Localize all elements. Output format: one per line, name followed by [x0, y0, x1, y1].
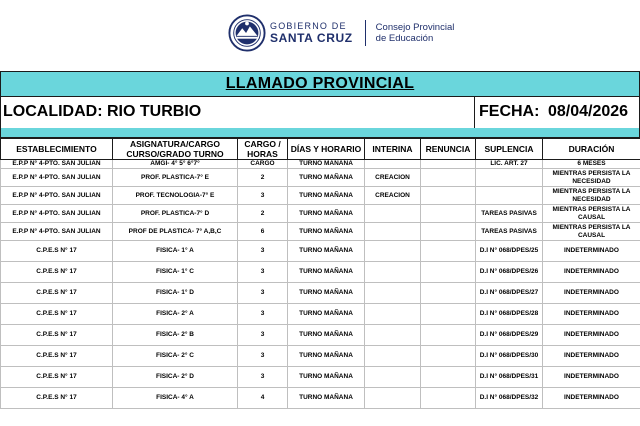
table-cell — [421, 346, 476, 367]
spacer-band — [0, 128, 640, 138]
table-cell: 4 — [238, 388, 288, 409]
table-cell — [476, 187, 543, 205]
table-cell — [365, 223, 421, 241]
table-cell: E.P.P N° 4-PTO. SAN JULIAN — [1, 187, 113, 205]
table-cell: FISICA- 1° C — [113, 262, 238, 283]
table-cell: 6 MESES — [543, 160, 640, 169]
localidad-label: LOCALIDAD: RIO TURBIO — [3, 103, 202, 120]
table-cell: MIENTRAS PERSISTA LA NECESIDAD — [543, 187, 640, 205]
table-cell: LIC. ART. 27 — [476, 160, 543, 169]
consejo-line-2: de Educación — [375, 33, 434, 44]
table-row — [1, 283, 640, 304]
government-logo — [228, 14, 454, 52]
table-cell: TURNO MAÑANA — [288, 205, 365, 223]
table-cell — [365, 388, 421, 409]
table-row — [1, 325, 640, 346]
column-header: DURACIÓN — [543, 139, 640, 160]
table-cell: 2 — [238, 169, 288, 187]
table-cell — [365, 205, 421, 223]
consejo-wordmark — [376, 22, 455, 44]
table-cell — [421, 388, 476, 409]
table-row — [1, 160, 640, 169]
table-cell: TURNO MAÑANA — [288, 262, 365, 283]
table-cell: TURNO MAÑANA — [288, 388, 365, 409]
table-cell: INDETERMINADO — [543, 241, 640, 262]
table-row — [1, 262, 640, 283]
table-cell: 3 — [238, 283, 288, 304]
table-cell: D.I N° 068/DPES/29 — [476, 325, 543, 346]
table-cell: 3 — [238, 346, 288, 367]
vacancies-table — [0, 138, 640, 409]
table-header-row — [1, 139, 640, 160]
table-cell: AMGI- 4° 5° 6°7° — [113, 160, 238, 169]
title-band — [0, 71, 640, 97]
table-cell: D.I N° 068/DPES/31 — [476, 367, 543, 388]
table-cell: FISICA- 4° A — [113, 388, 238, 409]
table-cell — [365, 367, 421, 388]
santa-cruz-seal-icon — [228, 14, 266, 52]
table-cell — [365, 325, 421, 346]
table-cell: MIENTRAS PERSISTA LA CAUSAL — [543, 205, 640, 223]
table-cell: D.I N° 068/DPES/25 — [476, 241, 543, 262]
table-cell: MIENTRAS PERSISTA LA NECESIDAD — [543, 169, 640, 187]
table-cell — [421, 187, 476, 205]
table-cell — [421, 205, 476, 223]
locality-separator — [474, 97, 475, 128]
table-cell: 3 — [238, 241, 288, 262]
table-cell — [421, 241, 476, 262]
table-cell: E.P.P N° 4-PTO. SAN JULIAN — [1, 169, 113, 187]
table-cell: TURNO MAÑANA — [288, 346, 365, 367]
table-cell: CREACION — [365, 169, 421, 187]
table-cell: C.P.E.S N° 17 — [1, 262, 113, 283]
table-cell: C.P.E.S N° 17 — [1, 346, 113, 367]
document-title: LLAMADO PROVINCIAL — [225, 75, 415, 92]
consejo-line-1: Consejo Provincial — [375, 22, 455, 33]
table-cell: TURNO MAÑANA — [288, 160, 365, 169]
table-row — [1, 241, 640, 262]
table-cell: INDETERMINADO — [543, 325, 640, 346]
table-cell: C.P.E.S N° 17 — [1, 241, 113, 262]
column-header: CARGO / HORAS — [238, 139, 288, 160]
table-cell: MIENTRAS PERSISTA LA CAUSAL — [543, 223, 640, 241]
column-header: INTERINA — [365, 139, 421, 160]
table-row — [1, 304, 640, 325]
table-cell: PROF DE PLASTICA- 7° A,B,C — [113, 223, 238, 241]
table-cell: 3 — [238, 262, 288, 283]
table-row — [1, 187, 640, 205]
table-cell: INDETERMINADO — [543, 262, 640, 283]
table-cell: TAREAS PASIVAS — [476, 223, 543, 241]
table-cell: FISICA- 1° A — [113, 241, 238, 262]
table-cell — [365, 262, 421, 283]
table-cell: TURNO MAÑANA — [288, 187, 365, 205]
table-cell: TURNO MAÑANA — [288, 241, 365, 262]
table-cell — [421, 169, 476, 187]
column-header: DÍAS Y HORARIO — [288, 139, 365, 160]
table-cell: D.I N° 068/DPES/26 — [476, 262, 543, 283]
table-cell: TURNO MAÑANA — [288, 325, 365, 346]
table-cell: TURNO MAÑANA — [288, 367, 365, 388]
table-cell: 3 — [238, 187, 288, 205]
table-cell: C.P.E.S N° 17 — [1, 388, 113, 409]
gov-bottom-text: SANTA CRUZ — [270, 31, 353, 45]
table-cell: D.I N° 068/DPES/32 — [476, 388, 543, 409]
fecha-label: FECHA: — [479, 103, 540, 120]
logo-divider — [365, 20, 366, 46]
table-cell: CREACION — [365, 187, 421, 205]
table-cell: D.I N° 068/DPES/28 — [476, 304, 543, 325]
table-cell: TURNO MAÑANA — [288, 283, 365, 304]
government-wordmark — [270, 21, 353, 45]
table-cell: INDETERMINADO — [543, 304, 640, 325]
table-cell: TURNO MAÑANA — [288, 223, 365, 241]
locality-band — [0, 96, 640, 129]
table-cell — [421, 223, 476, 241]
table-cell: TURNO MAÑANA — [288, 304, 365, 325]
table-row — [1, 223, 640, 241]
table-cell: 6 — [238, 223, 288, 241]
table-cell — [421, 325, 476, 346]
table-row — [1, 169, 640, 187]
table-cell: FISICA- 2° D — [113, 367, 238, 388]
table-cell: 3 — [238, 304, 288, 325]
gov-top-text: GOBIERNO DE — [270, 21, 347, 31]
table-cell: C.P.E.S N° 17 — [1, 283, 113, 304]
table-cell: CARGO — [238, 160, 288, 169]
table-cell: FISICA- 2° B — [113, 325, 238, 346]
fecha-value: 08/04/2026 — [548, 103, 629, 120]
column-header: RENUNCIA — [421, 139, 476, 160]
table-cell: TURNO MAÑANA — [288, 169, 365, 187]
table-cell: C.P.E.S N° 17 — [1, 304, 113, 325]
table-cell — [421, 283, 476, 304]
table-cell — [421, 160, 476, 169]
table-cell: PROF. PLASTICA-7° D — [113, 205, 238, 223]
table-cell — [365, 283, 421, 304]
table-cell: E.P.P N° 4-PTO. SAN JULIAN — [1, 160, 113, 169]
column-header: SUPLENCIA — [476, 139, 543, 160]
table-cell — [365, 346, 421, 367]
table-cell: FISICA- 1° D — [113, 283, 238, 304]
column-header: ASIGNATURA/CARGO CURSO/GRADO TURNO — [113, 139, 238, 160]
table-cell: 3 — [238, 325, 288, 346]
table-cell — [365, 304, 421, 325]
table-cell: INDETERMINADO — [543, 367, 640, 388]
table-cell — [421, 367, 476, 388]
table-cell: 3 — [238, 367, 288, 388]
table-cell — [421, 262, 476, 283]
table-row — [1, 388, 640, 409]
table-cell: FISICA- 2° A — [113, 304, 238, 325]
table-cell — [365, 241, 421, 262]
table-cell: INDETERMINADO — [543, 388, 640, 409]
page-header — [0, 0, 640, 70]
table-cell: TAREAS PASIVAS — [476, 205, 543, 223]
table-cell: E.P.P N° 4-PTO. SAN JULIAN — [1, 223, 113, 241]
table-cell: D.I N° 068/DPES/27 — [476, 283, 543, 304]
table-cell: INDETERMINADO — [543, 283, 640, 304]
table-cell: PROF. PLASTICA-7° E — [113, 169, 238, 187]
table-cell: INDETERMINADO — [543, 346, 640, 367]
table-cell — [421, 304, 476, 325]
table-cell — [365, 160, 421, 169]
column-header: ESTABLECIMIENTO — [1, 139, 113, 160]
table-cell: PROF. TECNOLOGIA-7° E — [113, 187, 238, 205]
table-cell — [476, 169, 543, 187]
table-cell: C.P.E.S N° 17 — [1, 367, 113, 388]
table-cell: C.P.E.S N° 17 — [1, 325, 113, 346]
table-row — [1, 205, 640, 223]
table-row — [1, 346, 640, 367]
table-row — [1, 367, 640, 388]
table-cell: 2 — [238, 205, 288, 223]
table-cell: E.P.P N° 4-PTO. SAN JULIAN — [1, 205, 113, 223]
table-cell: FISICA- 2° C — [113, 346, 238, 367]
table-cell: D.I N° 068/DPES/30 — [476, 346, 543, 367]
